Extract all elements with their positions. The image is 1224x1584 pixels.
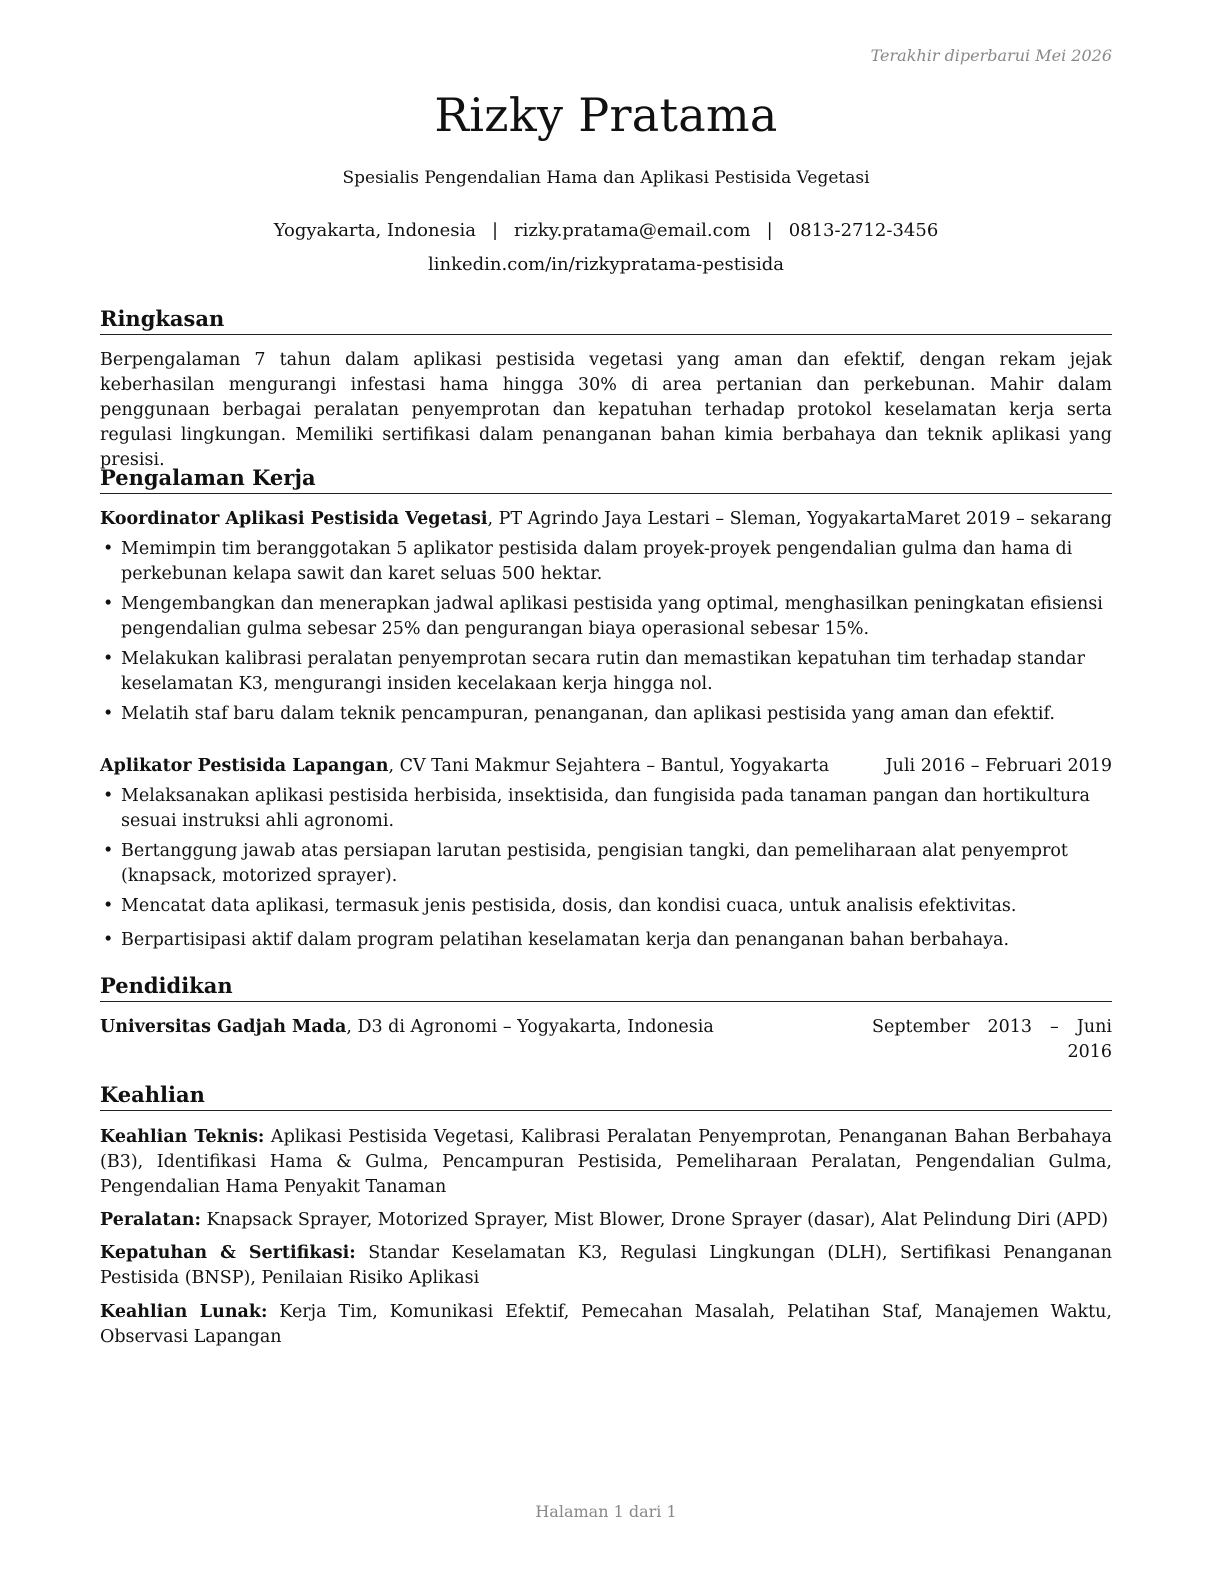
bullet-icon: • — [103, 841, 114, 861]
bullet-icon: • — [103, 539, 114, 559]
job-header — [100, 507, 1112, 532]
job-bullets — [100, 784, 1112, 958]
list-item: • Berpartisipasi aktif dalam program pelatihan keselamatan kerja dan penanganan bahan berbahaya. — [100, 928, 1112, 953]
education-degree: , D3 di Agronomi – Yogyakarta, Indonesia — [346, 1017, 714, 1037]
resume-page — [100, 0, 1112, 1584]
bullet-icon: • — [103, 704, 114, 724]
skill-group — [100, 1208, 1112, 1233]
candidate-name: Rizky Pratama — [434, 88, 778, 142]
skill-group — [100, 1125, 1112, 1200]
skill-group-label: Kepatuhan & Sertifikasi: — [100, 1243, 356, 1263]
list-item: • Melakukan kalibrasi peralatan penyemprotan secara rutin dan memastikan kepatuhan tim terhadap standar keselamatan K3, mengurangi insiden kecelakaan kerja hingga nol. — [103, 649, 1085, 694]
job-bullets — [100, 537, 1112, 732]
contact-location: Yogyakarta, Indonesia — [273, 220, 476, 241]
candidate-headline: Spesialis Pengendalian Hama dan Aplikasi Pestisida Vegetasi — [342, 168, 870, 188]
skill-group-text: Aplikasi Pestisida Vegetasi, Kalibrasi Peralatan Penyemprotan, Penanganan Bahan Berbahaya (B3), Identifikasi Hama & Gulma, Pencampuran Pestisida, Pemeliharaan Peralatan, Pengendalian Gulma, Pengendalian Hama Penyakit Tanaman — [100, 1127, 1112, 1197]
contact-separator: | — [491, 220, 499, 241]
summary-text: Berpengalaman 7 tahun dalam aplikasi pestisida vegetasi yang aman dan efektif, dengan rekam jejak keberhasilan mengurangi infestasi hama hingga 30% di area pertanian dan perkebunan. Mahir dalam penggunaan berbagai peralatan penyemprotan dan kepatuhan terhadap protokol keselamatan kerja serta regulasi lingkungan. Memiliki sertifikasi dalam penanganan bahan kimia berbahaya dan teknik aplikasi yang presisi. — [100, 350, 1112, 470]
section-title-education: Pendidikan — [100, 972, 1112, 1002]
skill-group-label: Peralatan: — [100, 1210, 201, 1230]
education-dates: September 2013 – Juni 2016 — [872, 1017, 1112, 1062]
bullet-icon: • — [103, 594, 114, 614]
list-item: • Mencatat data aplikasi, termasuk jenis pestisida, dosis, dan kondisi cuaca, untuk analisis efektivitas. — [100, 894, 1112, 919]
job-dates: Juli 2016 – Februari 2019 — [885, 756, 1112, 776]
education-school: Universitas Gadjah Mada — [100, 1017, 347, 1037]
job-company: , CV Tani Makmur Sejahtera – Bantul, Yogyakarta — [388, 756, 830, 776]
job-company: , PT Agrindo Jaya Lestari – Sleman, Yogyakarta — [487, 509, 906, 529]
contact-email[interactable]: rizky.pratama@email.com — [514, 220, 751, 241]
education-entry — [100, 1015, 1112, 1062]
section-title-skills: Keahlian — [100, 1081, 1112, 1111]
skill-group-label: Keahlian Teknis: — [100, 1127, 265, 1147]
contact-separator: | — [766, 220, 773, 241]
job-dates: Maret 2019 – sekarang — [906, 509, 1112, 529]
list-item: • Memimpin tim beranggotakan 5 aplikator pestisida dalam proyek-proyek pengendalian gulma dan hama di perkebunan kelapa sawit dan karet seluas 500 hektar. — [103, 539, 1073, 584]
job-role: Aplikator Pestisida Lapangan — [100, 756, 389, 776]
list-item: • Melaksanakan aplikasi pestisida herbisida, insektisida, dan fungisida pada tanaman pangan dan hortikultura sesuai instruksi ahli agronomi. — [103, 786, 1090, 831]
list-item: • Bertanggung jawab atas persiapan larutan pestisida, pengisian tangki, dan pemeliharaan alat penyemprot (knapsack, motorized sprayer). — [103, 841, 1068, 886]
bullet-icon: • — [103, 649, 114, 669]
bullet-icon: • — [103, 896, 114, 916]
skill-group-text: Knapsack Sprayer, Motorized Sprayer, Mist Blower, Drone Sprayer (dasar), Alat Pelindung Diri (APD) — [200, 1210, 1109, 1230]
last-updated: Terakhir diperbarui Mei 2026 — [870, 46, 1112, 65]
bullet-icon: • — [103, 930, 114, 950]
skill-group — [100, 1241, 1112, 1291]
bullet-icon: • — [103, 786, 114, 806]
contact-phone: 0813-2712-3456 — [788, 220, 939, 241]
skill-group-text: Standar Keselamatan K3, Regulasi Lingkungan (DLH), Sertifikasi Penanganan Pestisida (BNSP), Penilaian Risiko Aplikasi — [100, 1243, 1113, 1288]
contact-linkedin[interactable]: linkedin.com/in/rizkypratama-pestisida — [427, 254, 784, 275]
contact-line — [100, 220, 1112, 241]
list-item: • Melatih staf baru dalam teknik pencampuran, penanganan, dan aplikasi pestisida yang aman dan efektif. — [100, 702, 1112, 727]
list-item: • Mengembangkan dan menerapkan jadwal aplikasi pestisida yang optimal, menghasilkan peningkatan efisiensi pengendalian gulma sebesar 25% dan pengurangan biaya operasional sebesar 15%. — [103, 594, 1103, 639]
page-number: Halaman 1 dari 1 — [535, 1502, 677, 1521]
skill-group-text: Kerja Tim, Komunikasi Efektif, Pemecahan Masalah, Pelatihan Staf, Manajemen Waktu, Observasi Lapangan — [100, 1302, 1112, 1347]
job-role: Koordinator Aplikasi Pestisida Vegetasi — [100, 509, 488, 529]
skill-group — [100, 1300, 1112, 1350]
section-title-experience: Pengalaman Kerja — [100, 464, 1112, 494]
job-header — [100, 754, 1112, 779]
skill-group-label: Keahlian Lunak: — [100, 1302, 268, 1322]
section-title-summary: Ringkasan — [100, 305, 1112, 335]
